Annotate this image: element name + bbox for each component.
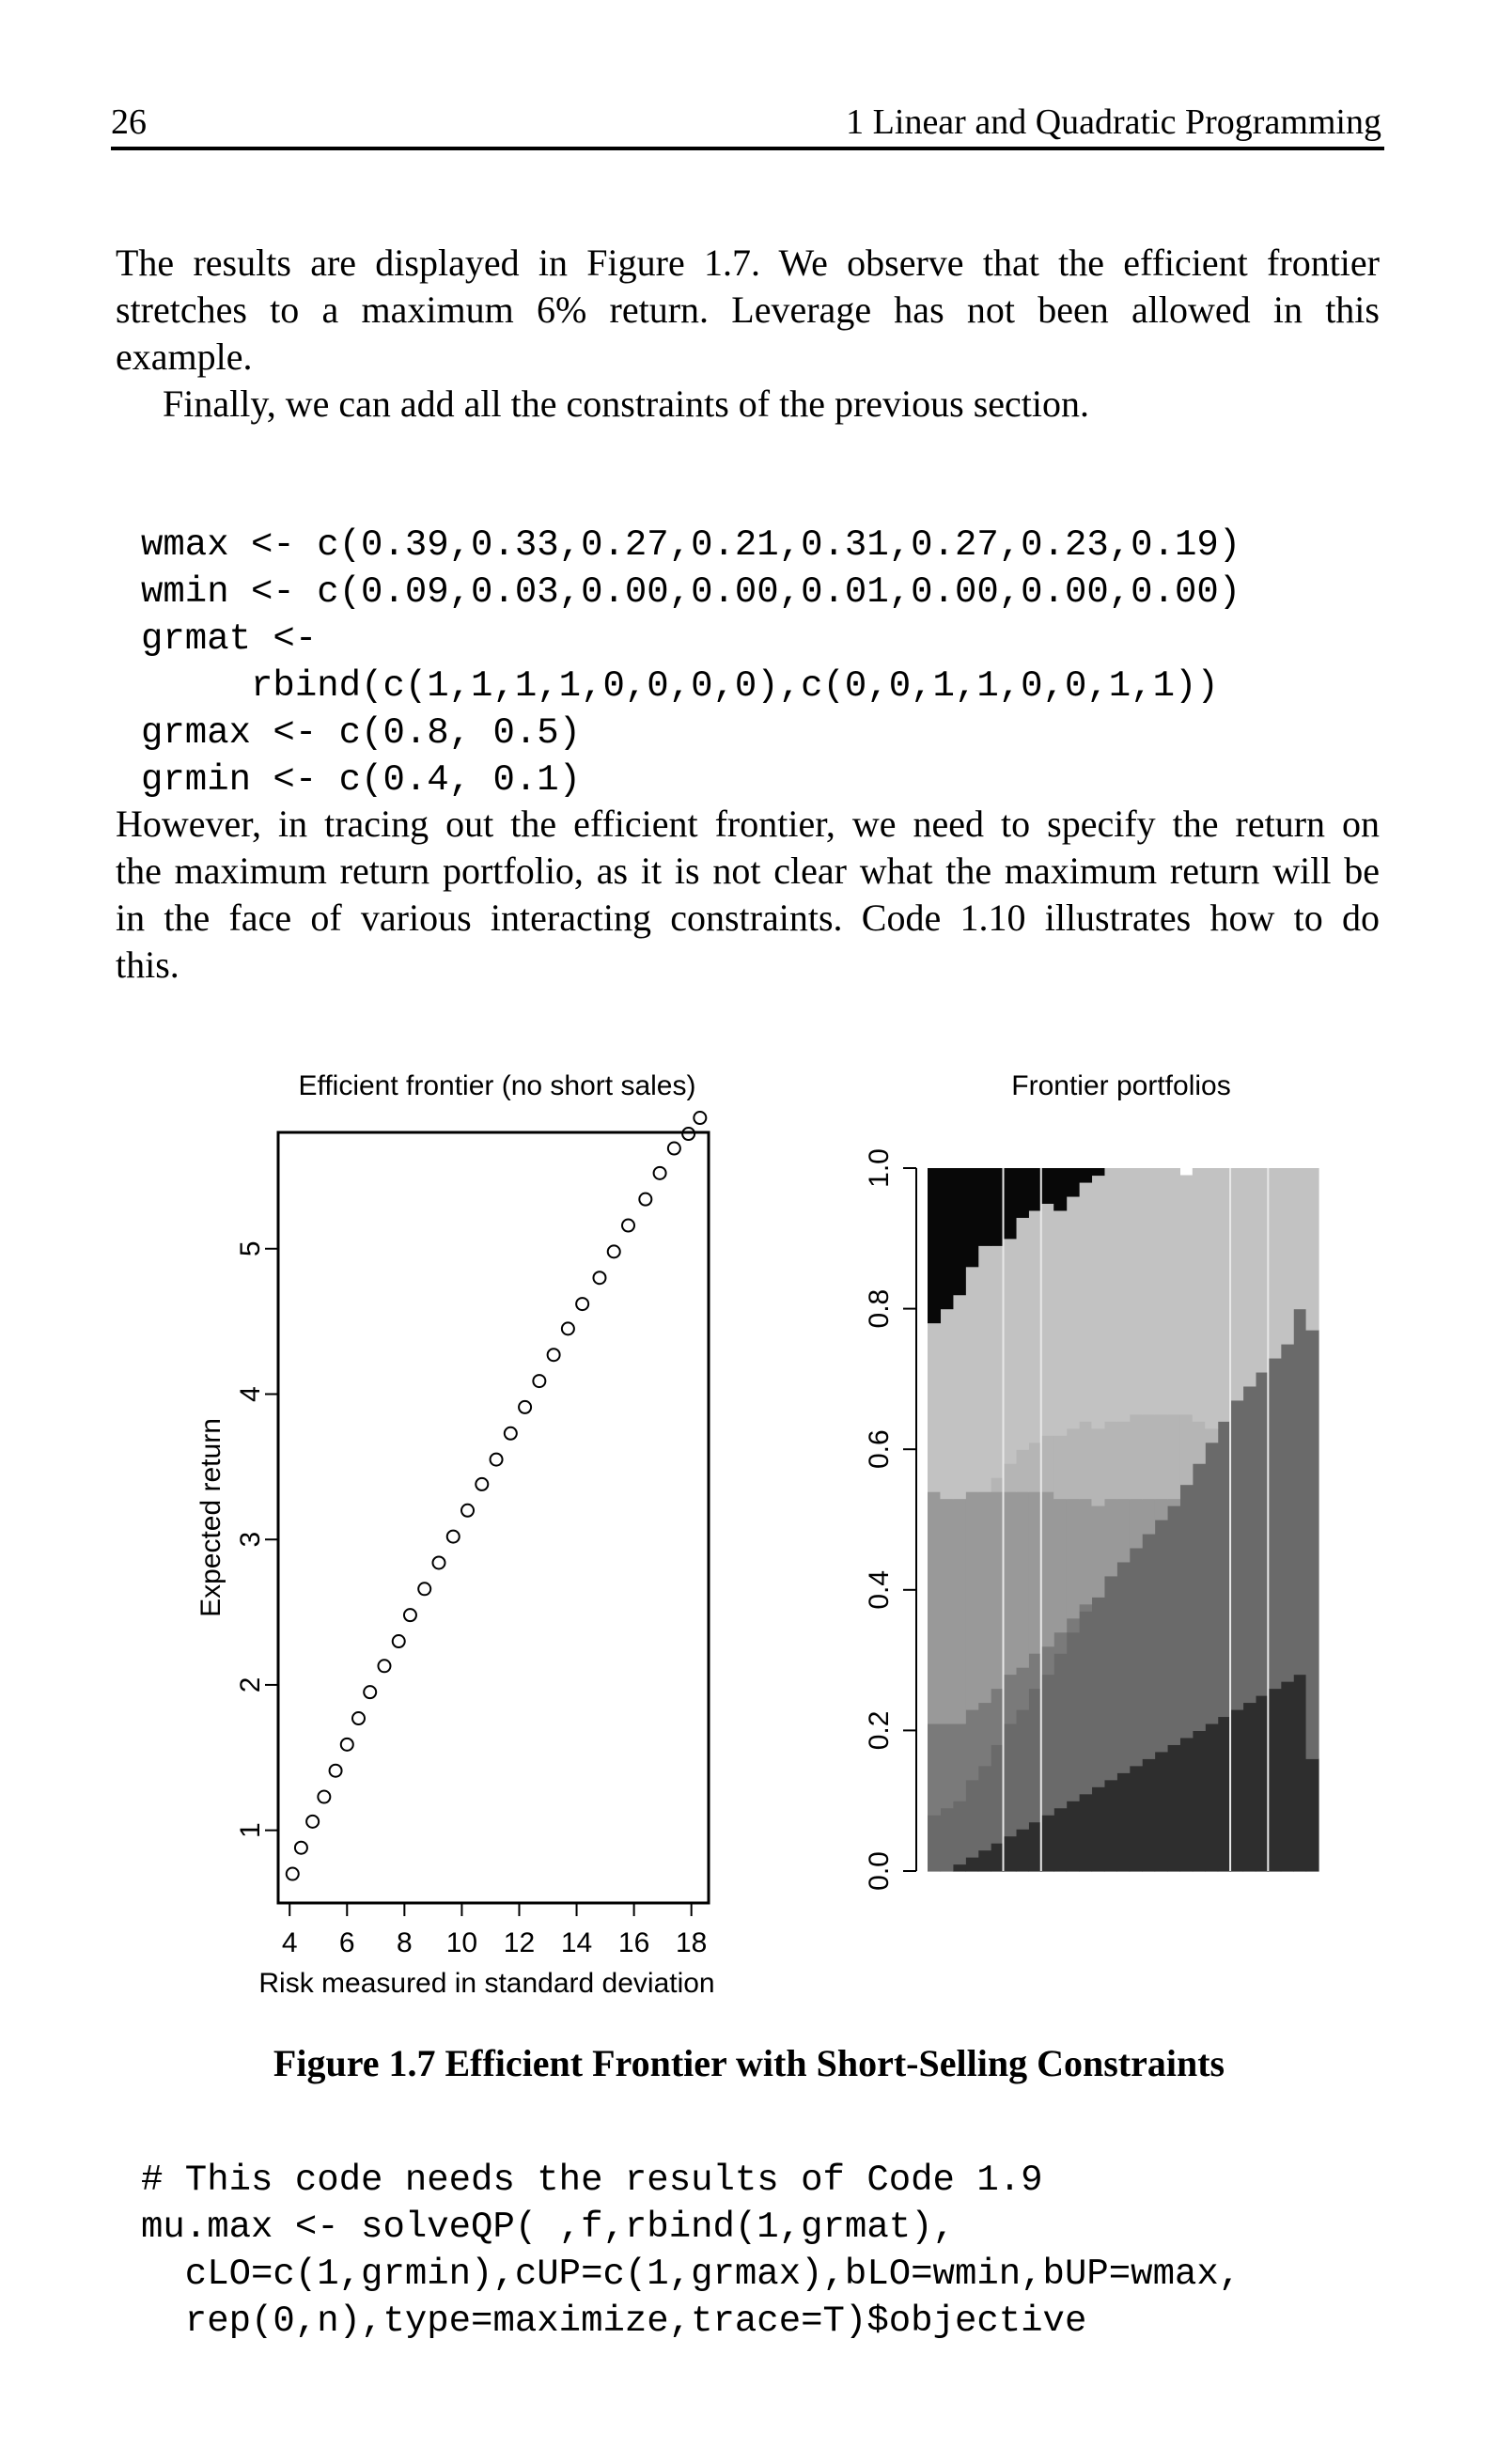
- band-segment: [1004, 1836, 1017, 1872]
- band-segment: [1167, 1744, 1180, 1871]
- running-header: 1 Linear and Quadratic Programming: [846, 102, 1381, 142]
- band-segment: [1041, 1675, 1054, 1816]
- band-segment: [928, 1723, 941, 1816]
- scatter-point: [432, 1556, 445, 1568]
- band-segment: [1053, 1632, 1067, 1654]
- band-segment: [1293, 1168, 1306, 1309]
- band-segment: [1167, 1414, 1180, 1499]
- frontier-y-tick-label: 0.2: [863, 1710, 895, 1751]
- band-segment: [953, 1864, 966, 1872]
- band-segment: [965, 1168, 978, 1267]
- band-segment: [1067, 1801, 1080, 1871]
- scatter-x-tick-label: 6: [338, 1927, 355, 1958]
- band-segment: [991, 1245, 1004, 1477]
- scatter-points: [287, 1112, 707, 1880]
- scatter-point: [694, 1112, 706, 1124]
- band-segment: [940, 1808, 953, 1872]
- band-segment: [1179, 1175, 1193, 1414]
- header-rule: [111, 147, 1384, 150]
- band-segment: [1281, 1681, 1294, 1872]
- band-segment: [978, 1850, 991, 1872]
- band-segment: [1142, 1758, 1155, 1871]
- band-segment: [1104, 1576, 1117, 1781]
- band-segment: [1155, 1752, 1168, 1872]
- band-segment: [1067, 1618, 1080, 1633]
- band-segment: [1091, 1168, 1104, 1176]
- band-segment: [1079, 1604, 1092, 1612]
- scatter-title: Efficient frontier (no short sales): [298, 1070, 696, 1101]
- band-segment: [940, 1499, 953, 1724]
- frontier-portfolios-title: Frontier portfolios: [1011, 1070, 1231, 1101]
- text-line: this.: [116, 943, 179, 986]
- band-segment: [1028, 1443, 1041, 1492]
- band-segment: [1016, 1491, 1029, 1668]
- code-line: cLO=c(1,grmin),cUP=c(1,grmax),bLO=wmin,bUP=wmax,: [141, 2253, 1241, 2295]
- frontier-y-tick-label: 0.6: [863, 1429, 895, 1470]
- code-line: wmax <- c(0.39,0.33,0.27,0.21,0.31,0.27,0.23,0.19): [141, 524, 1241, 566]
- band-segment: [953, 1499, 966, 1724]
- scatter-point: [491, 1454, 503, 1466]
- band-segment: [1091, 1505, 1104, 1598]
- band-segment: [1067, 1168, 1080, 1197]
- band-segment: [1079, 1168, 1092, 1183]
- band-segment: [1041, 1168, 1054, 1204]
- scatter-point: [306, 1816, 319, 1828]
- paragraph-results: [116, 240, 1380, 428]
- scatter-point: [287, 1868, 299, 1880]
- band-segment: [1028, 1491, 1041, 1654]
- band-segment: [953, 1801, 966, 1864]
- scatter-point: [519, 1401, 531, 1413]
- band-segment: [1016, 1449, 1029, 1491]
- band-segment: [1016, 1829, 1029, 1871]
- band-segment: [965, 1709, 978, 1780]
- scatter-y-tick-label: 1: [234, 1822, 266, 1838]
- scatter-point: [318, 1791, 330, 1803]
- scatter-point: [622, 1220, 634, 1232]
- band-segment: [1142, 1499, 1155, 1535]
- band-segment: [1016, 1667, 1029, 1709]
- scatter-x-axis: [282, 1903, 707, 1958]
- band-segment: [1205, 1443, 1218, 1724]
- band-segment: [978, 1168, 991, 1246]
- band-segment: [1142, 1414, 1155, 1499]
- band-segment: [1193, 1421, 1206, 1463]
- code-block-solveqp: [141, 2110, 1241, 2392]
- band-segment: [1079, 1182, 1092, 1422]
- band-segment: [1004, 1491, 1017, 1675]
- code-line: rbind(c(1,1,1,1,0,0,0,0),c(0,0,1,1,0,0,1,1)): [141, 665, 1219, 707]
- band-segment: [1142, 1534, 1155, 1759]
- band-segment: [1293, 1309, 1306, 1676]
- band-segment: [978, 1491, 991, 1703]
- band-segment: [953, 1168, 966, 1295]
- band-segment: [1155, 1168, 1168, 1414]
- band-segment: [1155, 1499, 1168, 1521]
- scatter-x-tick-label: 16: [617, 1927, 650, 1958]
- band-segment: [1293, 1675, 1306, 1872]
- scatter-point: [352, 1712, 365, 1724]
- band-segment: [1167, 1499, 1180, 1506]
- band-segment: [1306, 1758, 1319, 1871]
- scatter-point: [654, 1167, 666, 1179]
- band-segment: [1167, 1505, 1180, 1745]
- band-segment: [1242, 1386, 1256, 1703]
- figure-svg: [0, 1053, 1498, 2030]
- band-segment: [1155, 1414, 1168, 1499]
- band-segment: [1041, 1491, 1054, 1646]
- band-segment: [1041, 1815, 1054, 1871]
- band-segment: [1079, 1611, 1092, 1794]
- code-block-constraints: [141, 475, 1241, 850]
- figure-caption: Figure 1.7 Efficient Frontier with Short-Selling Constraints: [273, 2042, 1225, 2084]
- band-segment: [1116, 1772, 1130, 1871]
- code-line: grmat <-: [141, 618, 318, 660]
- band-segment: [953, 1723, 966, 1801]
- scatter-x-tick-label: 10: [445, 1927, 478, 1958]
- page-number: 26: [111, 102, 147, 142]
- band-segment: [1104, 1499, 1117, 1577]
- scatter-point: [476, 1478, 488, 1490]
- band-segment: [1004, 1239, 1017, 1464]
- band-segment: [1016, 1217, 1029, 1449]
- scatter-point: [562, 1322, 574, 1334]
- band-segment: [1179, 1738, 1193, 1872]
- scatter-point: [364, 1686, 376, 1698]
- band-segment: [1016, 1709, 1029, 1830]
- band-segment: [1067, 1499, 1080, 1619]
- band-segment: [1028, 1168, 1041, 1210]
- scatter-x-label: Risk measured in standard deviation: [258, 1968, 715, 1999]
- band-segment: [965, 1267, 978, 1492]
- band-segment: [1116, 1421, 1130, 1499]
- frontier-y-tick-label: 0.0: [863, 1851, 895, 1891]
- code-line: grmax <- c(0.8, 0.5): [141, 712, 582, 754]
- band-segment: [1091, 1597, 1104, 1787]
- band-segment: [1079, 1421, 1092, 1499]
- scatter-point: [404, 1609, 416, 1621]
- band-segment: [1218, 1716, 1231, 1871]
- band-segment: [1041, 1646, 1054, 1676]
- figure-1-7: [0, 1053, 1498, 2030]
- band-segment: [1041, 1435, 1054, 1491]
- scatter-y-tick-label: 4: [234, 1386, 266, 1402]
- band-segment: [1079, 1794, 1092, 1872]
- band-segment: [1053, 1435, 1067, 1499]
- text-line: Finally, we can add all the constraints of the previous section.: [163, 382, 1090, 425]
- band-segment: [928, 1168, 941, 1323]
- band-segment: [1242, 1702, 1256, 1871]
- band-segment: [1268, 1168, 1281, 1359]
- band-segment: [1205, 1428, 1218, 1443]
- band-segment: [1256, 1695, 1269, 1872]
- band-segment: [1053, 1808, 1067, 1872]
- text-line: stretches to a maximum 6% return. Leverage has not been allowed in this: [116, 289, 1380, 331]
- scatter-x-tick-label: 12: [503, 1927, 536, 1958]
- paragraph-however: [116, 801, 1380, 989]
- band-segment: [1091, 1428, 1104, 1506]
- code-line: mu.max <- solveQP( ,f,rbind(1,grmat),: [141, 2207, 955, 2248]
- band-segment: [1130, 1414, 1143, 1499]
- frontier-y-tick-label: 0.4: [863, 1569, 895, 1610]
- band-segment: [991, 1843, 1004, 1872]
- band-segment: [1067, 1632, 1080, 1801]
- band-segment: [1091, 1175, 1104, 1428]
- scatter-point: [608, 1245, 620, 1257]
- band-segment: [1218, 1421, 1231, 1717]
- band-segment: [1218, 1168, 1231, 1422]
- band-segment: [940, 1309, 953, 1500]
- code-line: rep(0,n),type=maximize,trace=T)$objective: [141, 2300, 1087, 2342]
- scatter-frame: [278, 1132, 709, 1903]
- band-segment: [978, 1702, 991, 1766]
- scatter-point: [533, 1375, 545, 1387]
- scatter-point: [378, 1660, 390, 1672]
- scatter-point: [576, 1298, 588, 1310]
- band-segment: [1193, 1463, 1206, 1731]
- scatter-point: [330, 1765, 342, 1777]
- band-segment: [1004, 1463, 1017, 1492]
- band-segment: [965, 1857, 978, 1872]
- band-segment: [1053, 1168, 1067, 1210]
- band-segment: [1053, 1499, 1067, 1633]
- scatter-point: [447, 1531, 460, 1543]
- scatter-y-tick-label: 2: [234, 1676, 266, 1693]
- band-segment: [1281, 1344, 1294, 1682]
- band-segment: [1053, 1653, 1067, 1808]
- band-segment: [991, 1477, 1004, 1492]
- scatter-point: [341, 1739, 353, 1751]
- scatter-y-axis: [235, 1240, 278, 1838]
- band-segment: [1155, 1520, 1168, 1752]
- band-segment: [1130, 1499, 1143, 1549]
- band-segment: [1116, 1562, 1130, 1773]
- band-segment: [1230, 1168, 1243, 1400]
- scatter-x-tick-label: 14: [560, 1927, 593, 1958]
- scatter-x-tick-label: 18: [675, 1927, 708, 1958]
- scatter-point: [548, 1349, 560, 1361]
- frontier-y-tick-label: 1.0: [863, 1148, 895, 1188]
- band-segment: [1028, 1689, 1041, 1823]
- band-segment: [940, 1168, 953, 1309]
- band-segment: [1104, 1780, 1117, 1872]
- band-segment: [1130, 1766, 1143, 1872]
- band-segment: [1306, 1168, 1319, 1331]
- band-segment: [1028, 1822, 1041, 1872]
- band-segment: [1004, 1675, 1017, 1724]
- band-segment: [1179, 1414, 1193, 1485]
- scatter-point: [505, 1427, 517, 1440]
- band-segment: [1053, 1210, 1067, 1436]
- band-segment: [1242, 1168, 1256, 1386]
- frontier-portfolios-bands: [928, 1168, 1319, 1872]
- scatter-point: [682, 1128, 694, 1140]
- band-segment: [1193, 1730, 1206, 1871]
- scatter-point: [593, 1271, 605, 1284]
- band-segment: [1091, 1786, 1104, 1871]
- band-segment: [965, 1780, 978, 1858]
- band-segment: [928, 1491, 941, 1723]
- band-segment: [953, 1295, 966, 1500]
- band-segment: [991, 1491, 1004, 1689]
- scatter-point: [295, 1842, 307, 1854]
- scatter-point: [393, 1635, 405, 1647]
- band-segment: [1268, 1358, 1281, 1689]
- band-segment: [1004, 1168, 1017, 1239]
- band-segment: [965, 1491, 978, 1709]
- band-segment: [991, 1168, 1004, 1246]
- frontier-portfolios-y-axis: [864, 1148, 916, 1891]
- band-segment: [1041, 1203, 1054, 1435]
- scatter-point: [668, 1143, 680, 1155]
- scatter-point: [418, 1583, 430, 1595]
- band-segment: [1142, 1168, 1155, 1414]
- code-line: # This code needs the results of Code 1.9: [141, 2160, 1043, 2201]
- band-segment: [1256, 1372, 1269, 1696]
- band-segment: [1205, 1723, 1218, 1872]
- scatter-y-label: Expected return: [195, 1418, 226, 1617]
- band-segment: [991, 1689, 1004, 1745]
- scatter-point: [639, 1193, 651, 1206]
- band-segment: [1256, 1168, 1269, 1373]
- band-segment: [1116, 1499, 1130, 1563]
- band-segment: [1205, 1168, 1218, 1428]
- band-segment: [1130, 1168, 1143, 1414]
- band-segment: [1016, 1168, 1029, 1218]
- band-segment: [1067, 1428, 1080, 1499]
- frontier-y-tick-label: 0.8: [863, 1288, 895, 1329]
- band-segment: [978, 1766, 991, 1850]
- band-segment: [1104, 1168, 1117, 1422]
- text-line: the maximum return portfolio, as it is not clear what the maximum return will be: [116, 850, 1380, 892]
- scatter-y-tick-label: 3: [234, 1531, 266, 1548]
- band-segment: [1230, 1709, 1243, 1872]
- text-line: However, in tracing out the efficient frontier, we need to specify the return on: [116, 803, 1380, 845]
- band-segment: [1130, 1548, 1143, 1766]
- text-line: in the face of various interacting constraints. Code 1.10 illustrates how to do: [116, 897, 1380, 939]
- text-line: example.: [116, 335, 253, 378]
- band-segment: [991, 1744, 1004, 1843]
- band-segment: [928, 1323, 941, 1492]
- band-segment: [928, 1815, 941, 1871]
- code-line: grmin <- c(0.4, 0.1): [141, 759, 582, 801]
- band-segment: [1067, 1196, 1080, 1428]
- band-segment: [1004, 1723, 1017, 1836]
- band-segment: [1028, 1653, 1041, 1689]
- scatter-y-tick-label: 5: [234, 1240, 266, 1257]
- band-segment: [978, 1245, 991, 1491]
- code-line: wmin <- c(0.09,0.03,0.00,0.00,0.01,0.00,0.00,0.00): [141, 571, 1241, 613]
- scatter-point: [461, 1505, 474, 1517]
- band-segment: [1179, 1485, 1193, 1739]
- band-segment: [1281, 1168, 1294, 1345]
- text-line: The results are displayed in Figure 1.7. We observe that the efficient frontier: [116, 242, 1380, 284]
- band-segment: [1193, 1168, 1206, 1422]
- band-segment: [1104, 1421, 1117, 1499]
- band-segment: [1116, 1168, 1130, 1422]
- scatter-x-tick-label: 8: [397, 1927, 413, 1958]
- band-segment: [1028, 1210, 1041, 1443]
- band-segment: [940, 1723, 953, 1808]
- band-segment: [1230, 1400, 1243, 1710]
- band-segment: [1306, 1330, 1319, 1759]
- band-segment: [1268, 1689, 1281, 1872]
- scatter-x-tick-label: 4: [281, 1927, 298, 1958]
- band-segment: [1167, 1168, 1180, 1414]
- band-segment: [1079, 1499, 1092, 1605]
